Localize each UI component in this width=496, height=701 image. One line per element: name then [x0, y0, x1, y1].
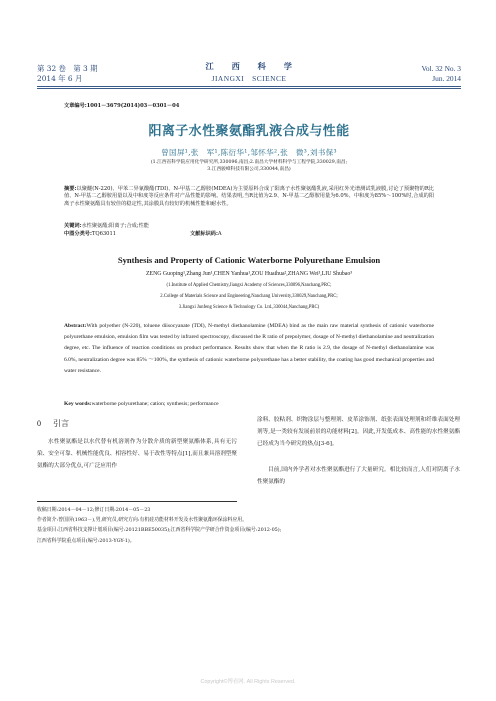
keywords-cn-label: 关键词: [64, 223, 82, 229]
affiliation-en-1: (1.Institute of Applied Chemistry,Jiangxi Academy of Sciences,330096,Nanchang,PRC; [166, 283, 332, 288]
date-cn: 2014 年 6 月 [37, 74, 83, 83]
abstract-en-label: Abstract: [64, 323, 87, 329]
keywords-cn-text: 水性聚氨酯;阳离子;合成;性能 [81, 223, 149, 229]
classification-cn [64, 231, 116, 238]
volume-en: Vol. 32 No. 3 [421, 64, 461, 73]
keywords-en [64, 400, 444, 408]
abstract-en [64, 321, 434, 377]
abstract-cn [64, 186, 434, 208]
article-id: 文章编号:1001－3679(2014)03－0301－04 [64, 103, 180, 109]
doc-code-label: 文献标识码: [190, 231, 218, 237]
keywords-en-label: Key words: [64, 401, 92, 407]
authors-cn: 曾国屏¹,张 军¹,陈衍华¹,邹怀华²,张 微³,刘书保³ [161, 148, 337, 157]
affiliation-cn-2: 3.江西骏峰科技有限公司,330044,南昌) [207, 167, 291, 172]
footnotes [37, 505, 461, 546]
title-cn: 阳离子水性聚氨酯乳液合成与性能 [148, 124, 350, 139]
section-title: 引言 [53, 419, 69, 428]
header-rule [37, 86, 461, 87]
header-rule-thin [37, 88, 461, 89]
class-text: TQ63011 [91, 231, 117, 237]
intro-paragraph-left: 水性聚氨酯是以水代替有机溶剂作为分散介质的新型聚氨酯体系,具有无污染、安全可靠、机械性能优良、相容性好、易于改性等特点[1],而且兼具溶剂型聚氨酯的大部分优点,可广泛应用作 [37, 439, 237, 469]
document-code [190, 231, 222, 238]
affiliation-en-3: 3.Jiangxi Junfeng Science & Technology Co. Ltd.,330044,Nanchang,PRC) [178, 305, 320, 310]
footnote-rule [37, 501, 237, 502]
affiliation-cn-1: (1.江西省科学院应用化学研究所,330096,南昌;2.南昌大学材料科学与工程学院,330029,南昌; [150, 160, 348, 165]
abstract-cn-text: 以聚醚(N-220)、甲苯二异氰酸酯(TDI)、N-甲基二乙醇胺(MDEA)为主要原料合成了阳离子水性聚氨酯乳液,采用红外光谱测试乳液膜,讨论了预聚物的R比值、N-甲基二乙醇胺用量以及中和度等反应条件对产品性能的影响。结果表明,当R比值为2.9、N-甲基二乙醇胺用量为6.0%、中和度为85%～100%时,合成的阳离子水性聚氨酯具有较佳的稳定性,其涂膜具有较好的机械性能和耐水性。 [64, 186, 434, 207]
section-number: 0 [37, 419, 41, 428]
footnote-author: 作者简介:曾国屏(1963－),男,研究员,研究方向:有机硅功能材料开发及水性聚氨酯环保涂料应用。 [37, 517, 248, 524]
title-en: Synthesis and Property of Cationic Waterborne Polyurethane Emulsion [117, 255, 381, 265]
keywords-en-text: waterborne polyurethane; cation; synthesis; performance [91, 401, 219, 407]
authors-en: ZENG Guoping¹,Zhang Jun¹,CHEN Yanhua¹,ZOU Huaihua²,ZHANG Wei³,LIU Shubao³ [146, 271, 352, 277]
intro-paragraph-right-2: 目前,国内外学者对水性聚氨酯进行了大量研究。相比较而言,人们对阴离子水性聚氨酯的 [257, 467, 460, 485]
section-heading [37, 419, 69, 429]
doc-code-text: A [217, 231, 222, 237]
footnote-received: 收稿日期:2014－04－12;修订日期:2014－05－23 [37, 507, 151, 513]
abstract-en-text: With polyether (N-220), toluene diisocyanate (TDI), N-methyl diethanolamine (MDEA) bind as the main raw material synthesis of cationic waterborne polyurethane emulsion, emulsion film was tested by infrared spectroscopy, discussed the R ratio of prepolymer, dosage of N-methyl diethanolamine and neutralization degree, etc. The influence of reaction conditions on product performance. Results show that when the R ratio is 2.9, the dosage of N-methyl diethanolamine was 6.0%, neutralization degree was 85% ～100%, the synthesis of cationic waterborne polyurethane has a better stability, the coating has good mechanical properties and water resistance. [64, 323, 434, 374]
journal-name-en: JIANGXI SCIENCE [211, 74, 287, 83]
footnote-funding-cont: 江西省科学院重点项目(编号:2013-YGY-1)。 [37, 537, 135, 544]
footnote-funding: 基金项目:江西省科技支撑计划项目(编号:20121BBE50035);江西省科学院产学研合作资金项目(编号:2012-05); [37, 527, 282, 534]
abstract-cn-label: 摘要: [64, 186, 77, 192]
copyright-watermark: Copyright©博看网. All Rights Reserved. [200, 679, 296, 685]
intro-paragraph-right-1: 涂料、胶粘剂、织物涂层与整理剂、皮革涂饰剂、纸张表面处理剂和纤维表面处理剂等,是一类较有发展前景的功能材料[2]。因此,开发低成本、高性能的水性聚氨酯已经成为当今研究的热点[3-6]。 [257, 417, 460, 447]
volume-issue: 第 32 卷 第 3 期 [37, 64, 98, 73]
journal-name-cn: 江 西 科 学 [205, 61, 293, 71]
affiliation-en-2: 2.College of Materials Science and Engineering,Nanchang University,330029,Nanchang,PRC; [160, 294, 338, 299]
keywords-cn [64, 223, 149, 230]
date-en: Jun. 2014 [432, 74, 461, 83]
class-label: 中图分类号: [64, 231, 92, 237]
